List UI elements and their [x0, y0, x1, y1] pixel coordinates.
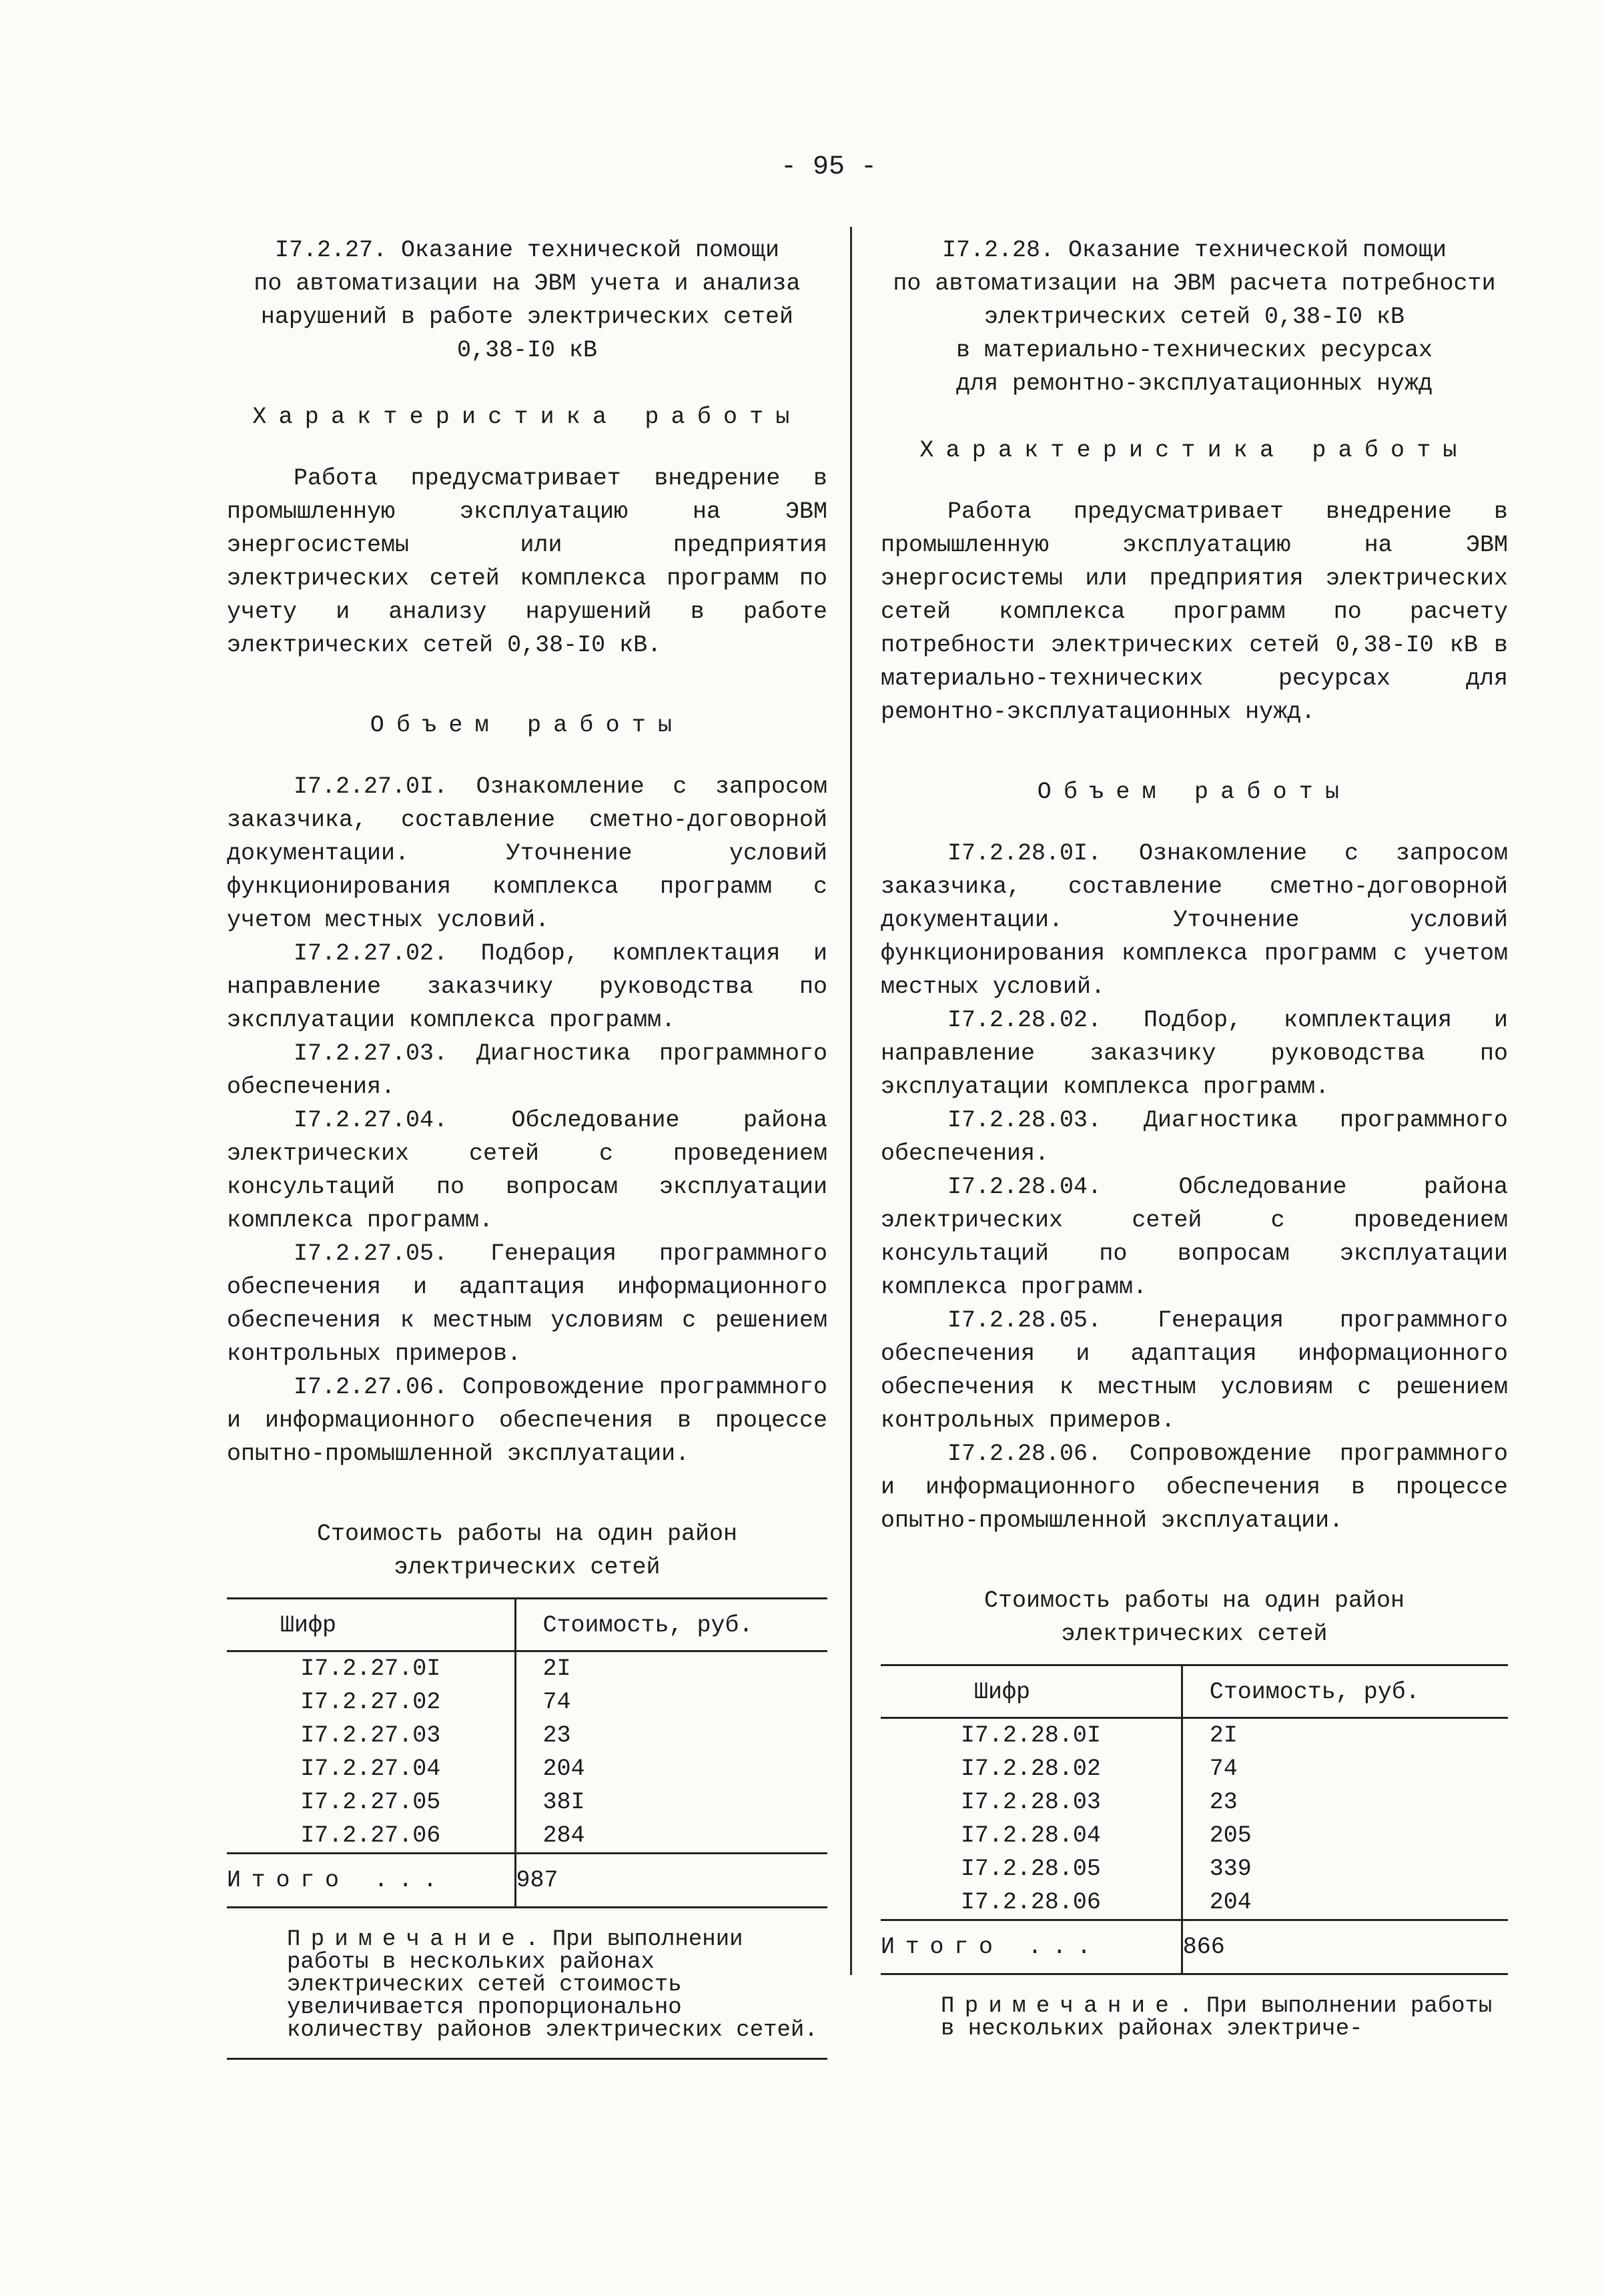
characteristics-title: Характеристика работы	[252, 404, 802, 430]
work-item: I7.2.27.05. Генерация программного обеспечения и адаптация информационного обеспечения к местным условиям с решением контрольных примеров.	[227, 1240, 827, 1367]
table-cell-cost: 339	[1209, 1856, 1252, 1882]
table-row	[227, 1752, 827, 1786]
characteristics-title: Характеристика работы	[919, 437, 1469, 464]
table-cell-code: I7.2.27.02	[227, 1685, 515, 1719]
work-item: I7.2.28.05. Генерация программного обеспечения и адаптация информационного обеспечения к местным условиям с решением контрольных примеров.	[881, 1307, 1508, 1434]
table-cell-code: I7.2.28.02	[881, 1752, 1182, 1786]
note-text: . При выполнении работы в нескольких районах электриче-	[941, 1994, 1493, 2042]
table-header-code: Шифр	[881, 1665, 1182, 1718]
characteristics-text: Работа предусматривает внедрение в промышленную эксплуатацию на ЭВМ энергосистемы или предприятия электрических сетей комплекса программ по расчету потребности электрических сетей 0,38-I0 кВ в материально-технических ресурсах для ремонтно-эксплуатационных нужд.	[881, 498, 1508, 725]
note-label: Примечание	[287, 1927, 526, 1952]
characteristics-text: Работа предусматривает внедрение в промышленную эксплуатацию на ЭВМ энергосистемы или предприятия электрических сетей комплекса программ по учету и анализу нарушений в работе электрических сетей 0,38-I0 кВ.	[227, 465, 827, 659]
cost-table	[881, 1664, 1508, 1975]
table-header-row	[227, 1599, 827, 1651]
total-label: Итого ...	[881, 1920, 1182, 1974]
table-cell-cost: 38I	[542, 1789, 585, 1816]
note	[941, 1995, 1508, 2040]
table-cell-cost: 204	[1209, 1889, 1252, 1916]
work-item: I7.2.28.06. Сопровождение программного и информационного обеспечения в процессе опытно-промышленной эксплуатации.	[881, 1441, 1508, 1534]
table-header-code: Шифр	[227, 1599, 515, 1651]
volume-title: Объем работы	[1037, 779, 1352, 805]
work-item: I7.2.28.04. Обследование района электрических сетей с проведением консультаций по вопросам эксплуатации комплекса программ.	[881, 1174, 1508, 1300]
volume-title: Объем работы	[370, 712, 685, 739]
table-cell-code: I7.2.27.04	[227, 1752, 515, 1786]
table-caption: Стоимость работы на один район электрических сетей	[983, 1587, 1405, 1647]
table-cell-cost: 204	[542, 1756, 585, 1782]
total-value: 866	[1182, 1920, 1508, 1974]
table-row	[881, 1886, 1508, 1920]
table-cell-cost: 2I	[1209, 1722, 1238, 1749]
note-label: Примечание	[941, 1994, 1180, 2019]
table-row	[881, 1852, 1508, 1886]
table-total-row	[227, 1854, 827, 1908]
total-value: 987	[515, 1854, 827, 1908]
work-item: I7.2.28.03. Диагностика программного обеспечения.	[881, 1107, 1508, 1167]
work-item: I7.2.28.0I. Ознакомление с запросом заказчика, составление сметно-договорной документации. Уточнение условий функционирования комплекса программ с учетом местных условий.	[881, 840, 1508, 1000]
table-cell-cost: 284	[542, 1822, 585, 1849]
work-items	[227, 770, 827, 1471]
table-cell-code: I7.2.28.03	[881, 1786, 1182, 1819]
table-cell-cost: 74	[1209, 1756, 1238, 1782]
table-row	[881, 1786, 1508, 1819]
work-item: I7.2.27.02. Подбор, комплектация и направление заказчику руководства по эксплуатации комплекса программ.	[227, 940, 827, 1034]
cost-table	[227, 1597, 827, 1908]
total-label: Итого ...	[227, 1854, 515, 1908]
table-cell-code: I7.2.28.04	[881, 1819, 1182, 1852]
table-row	[881, 1819, 1508, 1852]
table-row	[881, 1718, 1508, 1753]
table-total-row	[881, 1920, 1508, 1974]
table-header-cost: Стоимость, руб.	[515, 1599, 827, 1651]
left-column	[227, 234, 827, 2060]
right-column	[881, 234, 1508, 2040]
work-item: I7.2.27.04. Обследование района электрических сетей с проведением консультаций по вопросам эксплуатации комплекса программ.	[227, 1107, 827, 1234]
section-heading: I7.2.27. Оказание технической помощи по автоматизации на ЭВМ учета и анализа нарушений в работе электрических сетей 0,38-I0 кВ	[254, 237, 801, 364]
note-text: . При выполнении работы в нескольких районах электрических сетей стоимость увеличивается пропорционально количеству районов электрических сетей.	[287, 1927, 818, 2043]
table-cell-cost: 23	[1209, 1789, 1238, 1816]
table-cell-code: I7.2.28.06	[881, 1886, 1182, 1920]
table-cell-code: I7.2.28.05	[881, 1852, 1182, 1886]
note-rule	[227, 2058, 827, 2060]
table-cell-cost: 2I	[542, 1655, 571, 1682]
table-cell-code: I7.2.28.0I	[881, 1718, 1182, 1753]
table-row	[227, 1786, 827, 1819]
table-row	[227, 1651, 827, 1686]
table-cell-cost: 74	[542, 1689, 571, 1715]
work-item: I7.2.27.03. Диагностика программного обеспечения.	[227, 1040, 827, 1100]
table-row	[227, 1685, 827, 1719]
table-row	[227, 1719, 827, 1752]
work-item: I7.2.27.0I. Ознакомление с запросом заказчика, составление сметно-договорной документации. Уточнение условий функционирования комплекса программ с учетом местных условий.	[227, 773, 827, 933]
table-header-cost: Стоимость, руб.	[1182, 1665, 1508, 1718]
table-caption: Стоимость работы на один район электрических сетей	[316, 1521, 738, 1581]
table-row	[881, 1752, 1508, 1786]
table-row	[227, 1819, 827, 1854]
table-cell-cost: 205	[1209, 1822, 1252, 1849]
table-header-row	[881, 1665, 1508, 1718]
table-cell-code: I7.2.27.05	[227, 1786, 515, 1819]
page-number: - 95 -	[781, 152, 877, 182]
section-heading: I7.2.28. Оказание технической помощи по автоматизации на ЭВМ расчета потребности электрических сетей 0,38-I0 кВ в материально-технических ресурсах для ремонтно-эксплуатационных нужд	[893, 237, 1496, 397]
work-items	[881, 837, 1508, 1537]
work-item: I7.2.28.02. Подбор, комплектация и направление заказчику руководства по эксплуатации комплекса программ.	[881, 1007, 1508, 1100]
table-cell-code: I7.2.27.06	[227, 1819, 515, 1854]
table-cell-code: I7.2.27.03	[227, 1719, 515, 1752]
table-cell-code: I7.2.27.0I	[227, 1651, 515, 1686]
note	[287, 1928, 827, 2042]
column-divider	[850, 227, 852, 1975]
work-item: I7.2.27.06. Сопровождение программного и информационного обеспечения в процессе опытно-промышленной эксплуатации.	[227, 1374, 827, 1467]
table-cell-cost: 23	[542, 1722, 571, 1749]
